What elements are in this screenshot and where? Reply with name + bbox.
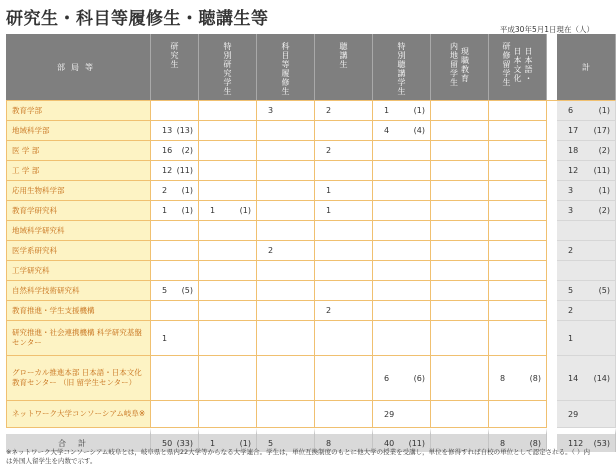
footer-label: 合計 [6,428,151,452]
foreign-count-value: (17) [593,126,610,135]
data-cell [373,241,431,261]
row-total-cell [557,261,616,281]
row-total-cell [557,281,616,301]
row-total-cell [557,141,616,161]
data-cell [257,281,315,301]
data-cell [373,181,431,201]
data-cell [373,221,431,241]
count-value: 112 [568,438,584,448]
data-cell [315,281,373,301]
row-total-cell [557,241,616,261]
data-cell [315,321,373,356]
foreign-count-value: (1) [239,206,251,215]
table-row [6,281,616,301]
foreign-count-value: (1) [181,186,193,195]
data-cell [373,261,431,281]
row-total-cell [557,401,616,428]
table-row [6,401,616,428]
data-cell [315,241,373,261]
data-cell [257,221,315,241]
data-cell [151,261,199,281]
table-row [6,181,616,201]
count-value: 17 [568,126,579,135]
data-cell [489,241,547,261]
data-cell [199,281,257,301]
count-value: 16 [162,146,173,155]
count-value: 12 [162,166,173,175]
data-cell [489,221,547,241]
data-cell [199,201,257,221]
count-value: 1 [162,333,168,343]
table-row [6,321,616,356]
row-total-cell [557,301,616,321]
data-cell [489,401,547,428]
header-auditor: 聴講生 [315,34,373,100]
data-cell [431,321,489,356]
count-value: 2 [326,106,332,115]
count-value: 6 [568,106,574,115]
foreign-count-value: (13) [176,126,193,135]
count-value: 2 [326,306,332,315]
data-cell [151,201,199,221]
data-cell [257,301,315,321]
foreign-count-value: (2) [598,146,610,155]
count-value: 2 [326,146,332,155]
data-cell [257,201,315,221]
data-cell [199,141,257,161]
data-cell [315,100,373,121]
data-cell [373,301,431,321]
count-value: 1 [210,206,216,215]
dept-name: 工 学 部 [6,161,151,181]
data-cell [431,161,489,181]
data-cell [489,301,547,321]
table-row [6,100,616,121]
data-cell [151,241,199,261]
data-cell [431,241,489,261]
data-cell [315,181,373,201]
data-cell [489,181,547,201]
foreign-count-value: (11) [176,166,193,175]
data-cell [489,141,547,161]
foreign-count-value: (5) [598,286,610,295]
data-cell [257,181,315,201]
count-value: 13 [162,126,173,135]
foreign-count-value: (8) [529,438,541,448]
count-value: 8 [326,438,332,448]
foreign-count-value: (1) [598,106,610,115]
foreign-count-value: (1) [598,186,610,195]
table-row [6,121,616,141]
count-value: 2 [268,246,274,255]
header-special-research-student: 特別研究学生 [199,34,257,100]
data-cell [257,261,315,281]
foreign-count-value: (11) [408,438,425,448]
student-table [6,34,616,452]
data-cell [199,221,257,241]
data-cell [315,121,373,141]
row-total-cell [557,100,616,121]
data-cell [315,141,373,161]
data-cell [431,121,489,141]
data-cell [373,356,431,401]
table-row [6,141,616,161]
data-cell [199,401,257,428]
data-cell [257,100,315,121]
data-cell [199,121,257,141]
dept-name: ネットワーク大学コンソーシアム岐阜※ [6,401,151,428]
data-cell [151,356,199,401]
data-cell [151,221,199,241]
count-value: 5 [268,438,274,448]
count-value: 2 [568,246,574,255]
data-cell [199,356,257,401]
data-cell [489,100,547,121]
data-cell [431,100,489,121]
data-cell [431,221,489,241]
data-cell [431,261,489,281]
data-cell [151,161,199,181]
count-value: 29 [568,409,579,419]
dept-name: 応用生物科学部 [6,181,151,201]
count-value: 4 [384,126,390,135]
dept-name: 医 学 部 [6,141,151,161]
data-cell [257,121,315,141]
foreign-count-value: (1) [413,106,425,115]
data-cell [489,261,547,281]
header-research-student: 研究生 [151,34,199,100]
data-cell [315,221,373,241]
data-cell [489,321,547,356]
count-value: 3 [568,186,574,195]
data-cell [373,121,431,141]
foreign-count-value: (1) [181,206,193,215]
data-cell [373,401,431,428]
count-value: 1 [326,186,332,195]
data-cell [373,100,431,121]
data-cell [315,356,373,401]
table-row [6,161,616,181]
row-total-cell [557,121,616,141]
table-row [6,301,616,321]
header-inservice-training: 現職教育 内地留学生 [431,34,489,100]
header-special-auditor: 特別聴講学生 [373,34,431,100]
data-cell [489,121,547,141]
data-cell [151,301,199,321]
count-value: 5 [568,286,574,295]
data-cell [257,141,315,161]
data-cell [199,301,257,321]
data-cell [199,261,257,281]
table-row [6,201,616,221]
data-cell [257,321,315,356]
data-cell [489,161,547,181]
data-cell [315,261,373,281]
table-row [6,356,616,401]
count-value: 1 [568,333,574,343]
data-cell [151,121,199,141]
data-cell [315,201,373,221]
count-value: 50 [162,438,173,448]
data-cell [151,321,199,356]
data-cell [489,281,547,301]
table-row [6,221,616,241]
count-value: 3 [568,206,574,215]
count-value: 3 [268,106,274,115]
foreign-count-value: (14) [593,373,610,383]
dept-name: 教育学部 [6,100,151,121]
count-value: 5 [162,286,168,295]
data-cell [315,161,373,181]
data-cell [151,281,199,301]
count-value: 1 [210,438,216,448]
data-cell [151,181,199,201]
data-cell [489,201,547,221]
count-value: 1 [326,206,332,215]
data-cell [431,401,489,428]
dept-name: 教育推進・学生支援機構 [6,301,151,321]
data-cell [199,241,257,261]
data-cell [373,161,431,181]
data-cell [199,161,257,181]
data-cell [373,201,431,221]
data-cell [315,401,373,428]
data-cell [257,356,315,401]
count-value: 6 [384,373,390,383]
data-cell [373,281,431,301]
count-value: 2 [162,186,168,195]
data-cell [199,100,257,121]
header-dept: 部局等 [6,34,151,100]
row-total-cell [557,161,616,181]
foreign-count-value: (33) [176,438,193,448]
page-title: 研究生・科目等履修生・聴講生等 [6,9,269,29]
data-cell [431,356,489,401]
data-cell [373,321,431,356]
row-total-cell [557,321,616,356]
row-total-cell [557,201,616,221]
data-cell [151,100,199,121]
data-cell [431,281,489,301]
dept-name: 医学系研究科 [6,241,151,261]
footnote: ※ネットワーク大学コンソーシアム岐阜とは，岐阜県と県内22大学等からなる大学連合。学生は，単位互換制度のもとに他大学の授業を受講し，単位を修得すれば自校の単位として認定される。（ ）内は外国人留学生を内数で示す。 [6,448,590,465]
data-cell [151,141,199,161]
count-value: 1 [162,206,168,215]
count-value: 1 [384,106,390,115]
count-value: 14 [568,373,579,383]
header-japanese-studies: 日本語・ 日本文化 研修留学生 [489,34,547,100]
table-row [6,241,616,261]
dept-name: 地域科学研究科 [6,221,151,241]
count-value: 12 [568,166,579,175]
data-cell [257,241,315,261]
foreign-count-value: (53) [593,438,610,448]
data-cell [151,401,199,428]
foreign-count-value: (4) [413,126,425,135]
row-total-cell [557,221,616,241]
foreign-count-value: (2) [181,146,193,155]
header-credited-auditor: 科目等履修生 [257,34,315,100]
count-value: 8 [500,438,506,448]
count-value: 8 [500,373,506,383]
data-cell [373,141,431,161]
data-cell [199,321,257,356]
data-cell [431,181,489,201]
header-total: 計 [557,34,616,100]
count-value: 40 [384,438,395,448]
data-cell [431,141,489,161]
data-cell [431,201,489,221]
dept-name: 教育学研究科 [6,201,151,221]
row-total-cell [557,356,616,401]
foreign-count-value: (8) [529,373,541,383]
data-cell [315,301,373,321]
dept-name: グローカル推進本部 日本語・日本文化教育センター （旧 留学生センター） [6,356,151,401]
data-cell [431,301,489,321]
foreign-count-value: (11) [593,166,610,175]
table-row [6,261,616,281]
row-total-cell [557,181,616,201]
count-value: 18 [568,146,579,155]
dept-name: 工学研究科 [6,261,151,281]
count-value: 29 [384,409,395,419]
data-cell [199,181,257,201]
as-of-date: 平成30年5月1日現在（人） [499,25,594,34]
foreign-count-value: (6) [413,373,425,383]
foreign-count-value: (1) [239,438,251,448]
data-cell [257,401,315,428]
foreign-count-value: (5) [181,286,193,295]
count-value: 2 [568,306,574,315]
foreign-count-value: (2) [598,206,610,215]
dept-name: 地域科学部 [6,121,151,141]
data-cell [257,161,315,181]
data-cell [489,356,547,401]
dept-name: 自然科学技術研究科 [6,281,151,301]
dept-name: 研究推進・社会連携機構 科学研究基盤センター [6,321,151,356]
